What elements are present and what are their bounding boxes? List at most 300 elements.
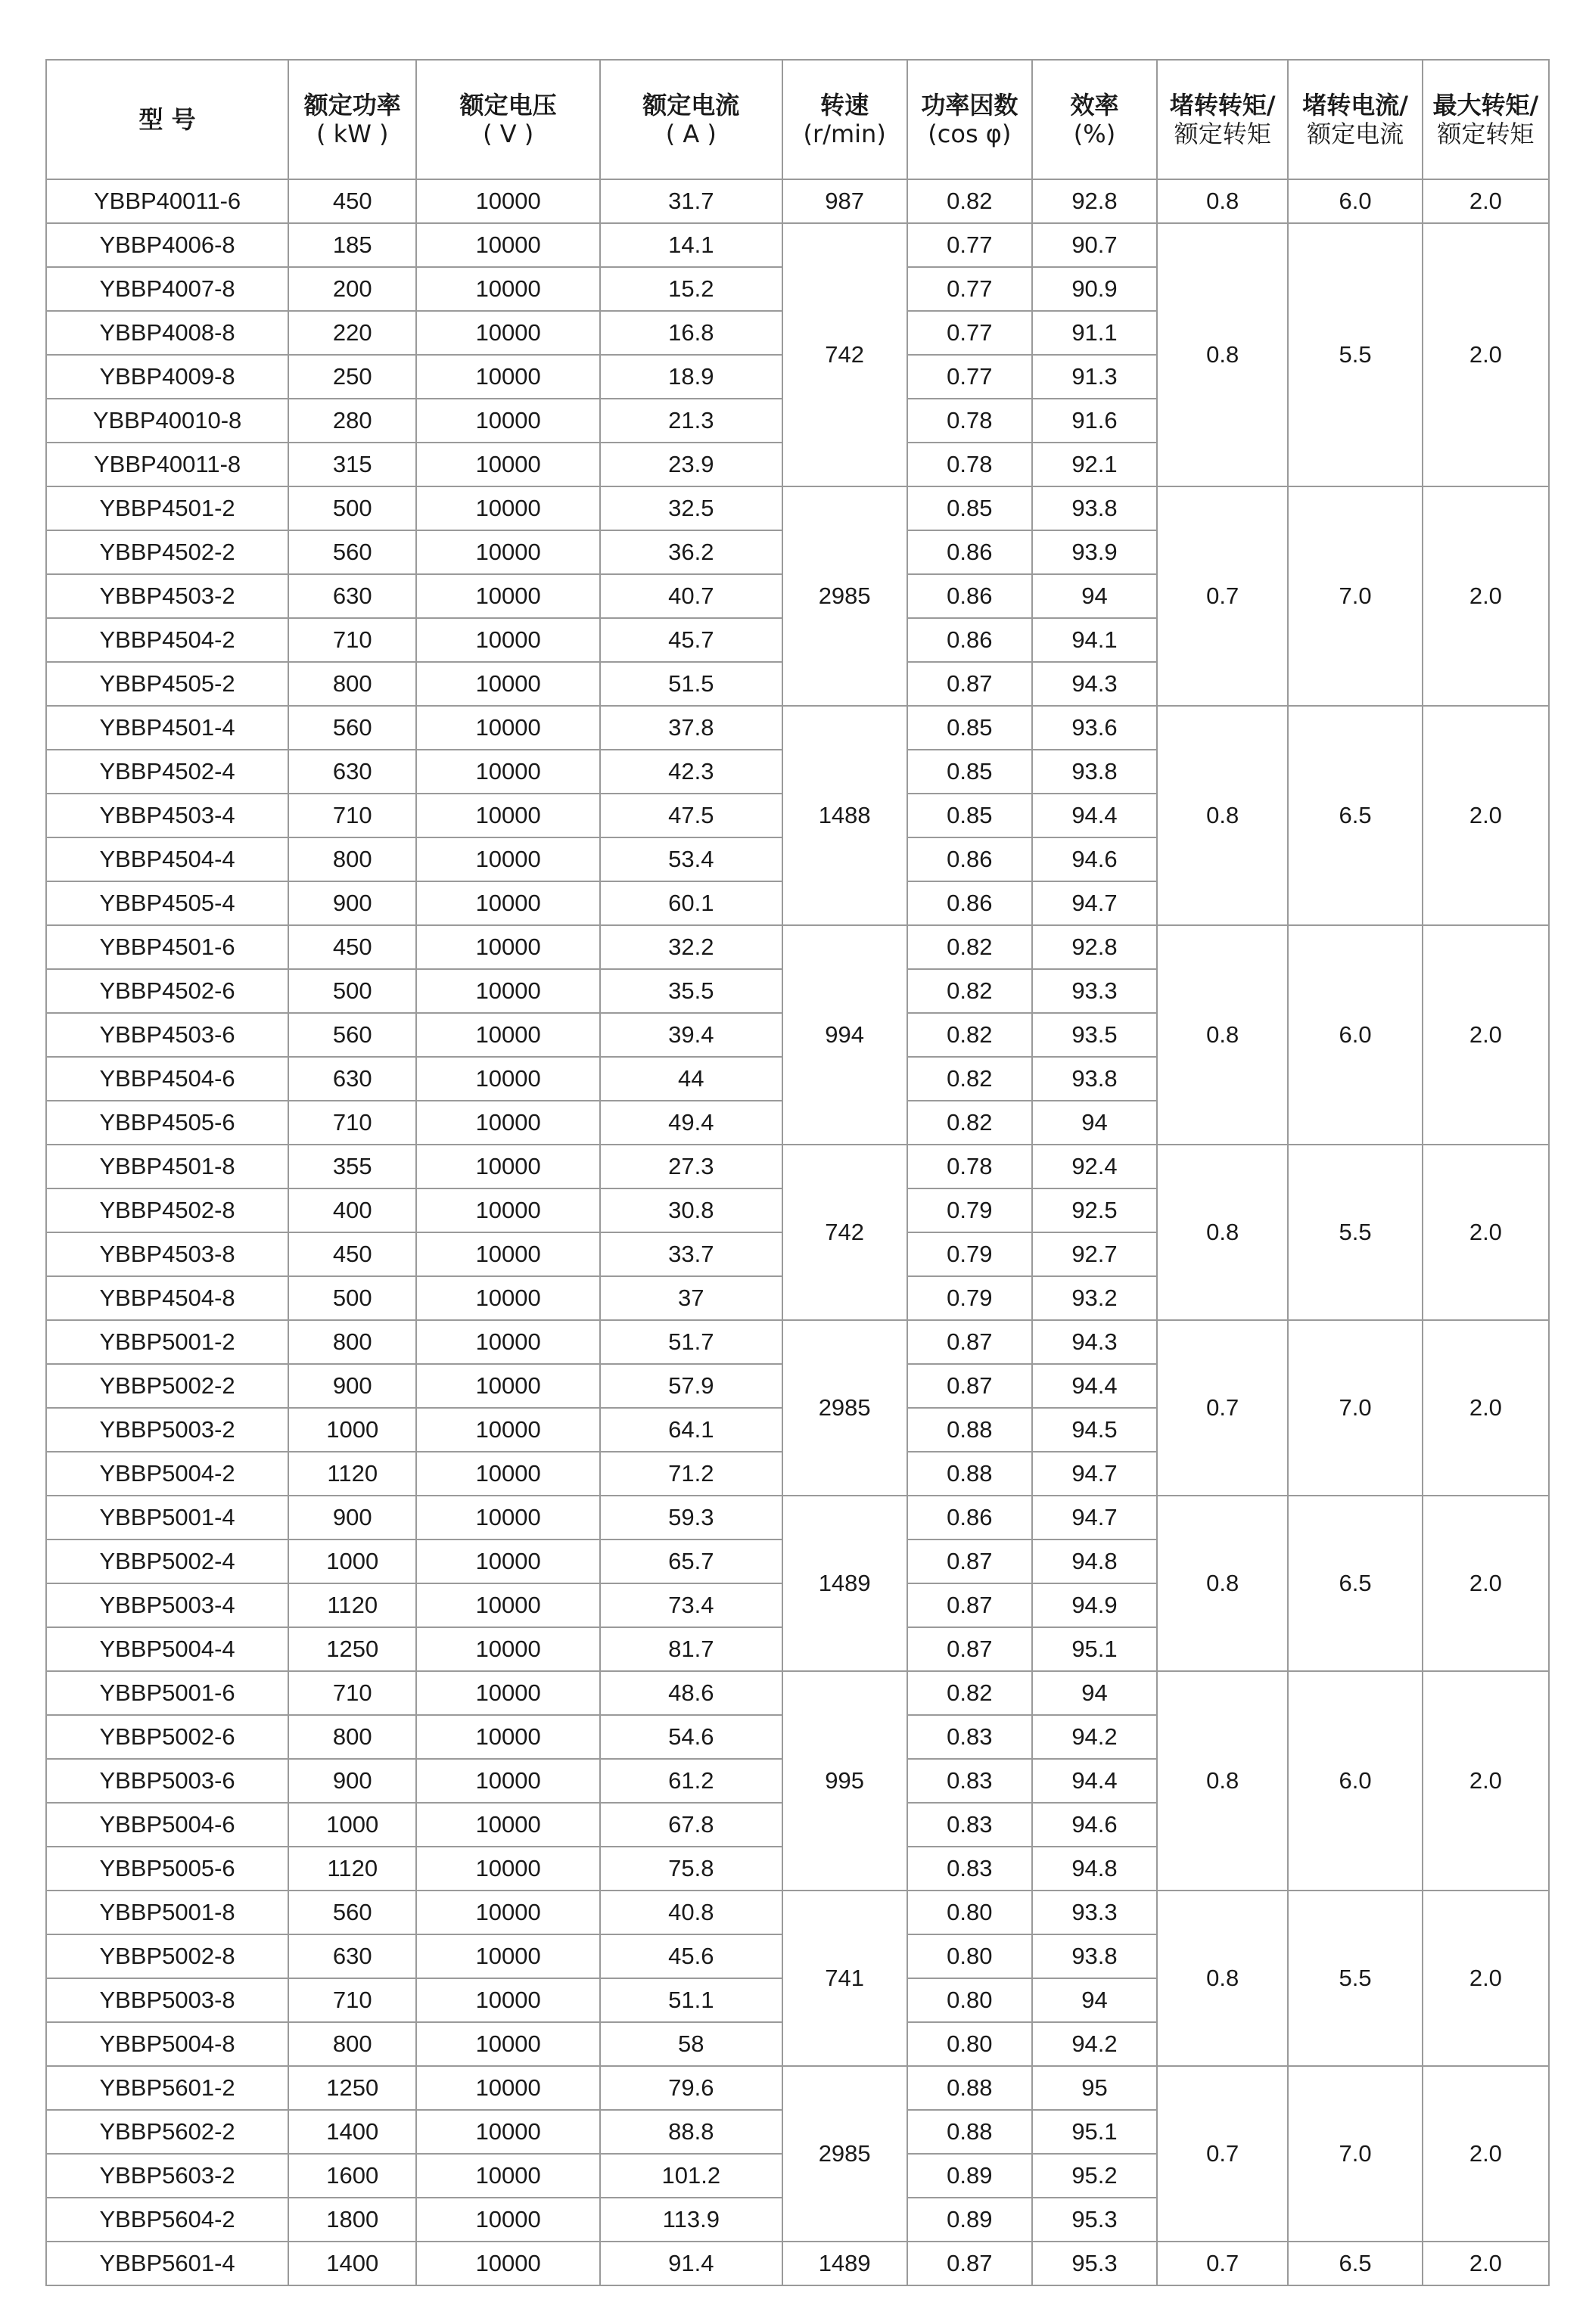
power-factor-cell: 0.83 <box>907 1759 1032 1803</box>
efficiency-cell: 94.8 <box>1032 1539 1157 1583</box>
power-cell: 710 <box>288 794 416 837</box>
efficiency-cell: 92.4 <box>1032 1145 1157 1188</box>
table-row <box>46 223 1549 267</box>
power-cell: 800 <box>288 2022 416 2066</box>
header-line: 功率因数 <box>921 91 1018 120</box>
model-cell: YBBP40010-8 <box>46 399 288 443</box>
power-factor-cell: 0.82 <box>907 1671 1032 1715</box>
current-cell: 37 <box>600 1276 782 1320</box>
efficiency-cell: 94.3 <box>1032 1320 1157 1364</box>
model-cell: YBBP4505-6 <box>46 1101 288 1145</box>
locked-current-ratio-cell: 7.0 <box>1288 1320 1422 1496</box>
efficiency-cell: 95 <box>1032 2066 1157 2110</box>
current-cell: 59.3 <box>600 1496 782 1539</box>
voltage-cell: 10000 <box>416 399 600 443</box>
power-cell: 1250 <box>288 2066 416 2110</box>
efficiency-cell: 95.3 <box>1032 2242 1157 2285</box>
model-cell: YBBP4501-6 <box>46 925 288 969</box>
locked-current-ratio-cell: 6.5 <box>1288 706 1422 925</box>
current-cell: 65.7 <box>600 1539 782 1583</box>
efficiency-cell: 93.3 <box>1032 969 1157 1013</box>
efficiency-cell: 94 <box>1032 574 1157 618</box>
power-cell: 800 <box>288 1320 416 1364</box>
model-cell: YBBP4505-4 <box>46 881 288 925</box>
locked-torque-ratio-cell: 0.8 <box>1157 1145 1288 1320</box>
power-factor-cell: 0.79 <box>907 1188 1032 1232</box>
current-cell: 30.8 <box>600 1188 782 1232</box>
header-line: ( V ) <box>483 120 534 148</box>
power-cell: 280 <box>288 399 416 443</box>
current-cell: 32.5 <box>600 486 782 530</box>
power-cell: 1600 <box>288 2154 416 2198</box>
current-cell: 61.2 <box>600 1759 782 1803</box>
table-row <box>46 1671 1549 1715</box>
table-row <box>46 179 1549 223</box>
current-cell: 58 <box>600 2022 782 2066</box>
current-cell: 57.9 <box>600 1364 782 1408</box>
max-torque-ratio-cell: 2.0 <box>1423 2066 1549 2242</box>
voltage-cell: 10000 <box>416 1759 600 1803</box>
locked-torque-ratio-cell: 0.8 <box>1157 1496 1288 1671</box>
header-power-factor <box>907 60 1032 179</box>
efficiency-cell: 93.8 <box>1032 1934 1157 1978</box>
power-cell: 1120 <box>288 1847 416 1891</box>
power-factor-cell: 0.86 <box>907 1496 1032 1539</box>
efficiency-cell: 92.8 <box>1032 179 1157 223</box>
locked-current-ratio-cell: 6.0 <box>1288 1671 1422 1891</box>
voltage-cell: 10000 <box>416 2110 600 2154</box>
current-cell: 54.6 <box>600 1715 782 1759</box>
current-cell: 67.8 <box>600 1803 782 1847</box>
max-torque-ratio-cell: 2.0 <box>1423 1671 1549 1891</box>
voltage-cell: 10000 <box>416 1145 600 1188</box>
power-factor-cell: 0.79 <box>907 1276 1032 1320</box>
header-rated-power <box>288 60 416 179</box>
current-cell: 47.5 <box>600 794 782 837</box>
power-cell: 560 <box>288 530 416 574</box>
locked-current-ratio-cell: 5.5 <box>1288 1145 1422 1320</box>
power-cell: 800 <box>288 837 416 881</box>
model-cell: YBBP5602-2 <box>46 2110 288 2154</box>
max-torque-ratio-cell: 2.0 <box>1423 706 1549 925</box>
header-line: ( A ) <box>665 120 717 148</box>
header-line: 额定电流 <box>642 91 740 120</box>
speed-cell: 1488 <box>782 706 907 925</box>
voltage-cell: 10000 <box>416 1188 600 1232</box>
current-cell: 31.7 <box>600 179 782 223</box>
model-cell: YBBP5002-2 <box>46 1364 288 1408</box>
header-line: 最大转矩/ <box>1432 91 1539 120</box>
voltage-cell: 10000 <box>416 443 600 486</box>
header-line: 额定电压 <box>459 91 557 120</box>
power-factor-cell: 0.83 <box>907 1847 1032 1891</box>
efficiency-cell: 92.7 <box>1032 1232 1157 1276</box>
efficiency-cell: 94 <box>1032 1101 1157 1145</box>
efficiency-cell: 93.6 <box>1032 706 1157 750</box>
power-cell: 185 <box>288 223 416 267</box>
power-factor-cell: 0.88 <box>907 2110 1032 2154</box>
current-cell: 49.4 <box>600 1101 782 1145</box>
power-factor-cell: 0.82 <box>907 1101 1032 1145</box>
power-cell: 710 <box>288 1671 416 1715</box>
header-line: 额定转矩 <box>1437 120 1535 148</box>
model-cell: YBBP5001-2 <box>46 1320 288 1364</box>
power-factor-cell: 0.87 <box>907 2242 1032 2285</box>
power-factor-cell: 0.87 <box>907 1539 1032 1583</box>
model-cell: YBBP5004-8 <box>46 2022 288 2066</box>
voltage-cell: 10000 <box>416 969 600 1013</box>
voltage-cell: 10000 <box>416 1408 600 1452</box>
power-cell: 560 <box>288 706 416 750</box>
efficiency-cell: 94.8 <box>1032 1847 1157 1891</box>
voltage-cell: 10000 <box>416 2022 600 2066</box>
efficiency-cell: 95.2 <box>1032 2154 1157 2198</box>
power-factor-cell: 0.88 <box>907 1452 1032 1496</box>
power-cell: 1400 <box>288 2110 416 2154</box>
power-cell: 220 <box>288 311 416 355</box>
power-factor-cell: 0.87 <box>907 1627 1032 1671</box>
locked-torque-ratio-cell: 0.7 <box>1157 1320 1288 1496</box>
voltage-cell: 10000 <box>416 1232 600 1276</box>
efficiency-cell: 94.1 <box>1032 618 1157 662</box>
current-cell: 75.8 <box>600 1847 782 1891</box>
voltage-cell: 10000 <box>416 1013 600 1057</box>
power-factor-cell: 0.86 <box>907 837 1032 881</box>
efficiency-cell: 92.1 <box>1032 443 1157 486</box>
model-cell: YBBP5003-4 <box>46 1583 288 1627</box>
current-cell: 27.3 <box>600 1145 782 1188</box>
current-cell: 23.9 <box>600 443 782 486</box>
efficiency-cell: 94.9 <box>1032 1583 1157 1627</box>
voltage-cell: 10000 <box>416 1627 600 1671</box>
power-factor-cell: 0.88 <box>907 2066 1032 2110</box>
voltage-cell: 10000 <box>416 1583 600 1627</box>
voltage-cell: 10000 <box>416 618 600 662</box>
efficiency-cell: 91.3 <box>1032 355 1157 399</box>
model-cell: YBBP5001-8 <box>46 1891 288 1934</box>
model-cell: YBBP4503-6 <box>46 1013 288 1057</box>
power-cell: 630 <box>288 750 416 794</box>
power-factor-cell: 0.89 <box>907 2154 1032 2198</box>
efficiency-cell: 94.6 <box>1032 837 1157 881</box>
model-cell: YBBP4009-8 <box>46 355 288 399</box>
current-cell: 33.7 <box>600 1232 782 1276</box>
model-cell: YBBP4502-4 <box>46 750 288 794</box>
locked-torque-ratio-cell: 0.8 <box>1157 1891 1288 2066</box>
power-cell: 1120 <box>288 1583 416 1627</box>
current-cell: 21.3 <box>600 399 782 443</box>
voltage-cell: 10000 <box>416 1847 600 1891</box>
speed-cell: 742 <box>782 1145 907 1320</box>
table-row <box>46 1891 1549 1934</box>
voltage-cell: 10000 <box>416 1364 600 1408</box>
efficiency-cell: 93.2 <box>1032 1276 1157 1320</box>
power-cell: 1000 <box>288 1539 416 1583</box>
power-cell: 1250 <box>288 1627 416 1671</box>
current-cell: 51.1 <box>600 1978 782 2022</box>
current-cell: 37.8 <box>600 706 782 750</box>
table-row <box>46 2066 1549 2110</box>
header-rated-current <box>600 60 782 179</box>
power-cell: 1000 <box>288 1408 416 1452</box>
efficiency-cell: 94.6 <box>1032 1803 1157 1847</box>
max-torque-ratio-cell: 2.0 <box>1423 223 1549 486</box>
efficiency-cell: 93.8 <box>1032 486 1157 530</box>
model-cell: YBBP4503-2 <box>46 574 288 618</box>
model-cell: YBBP4502-2 <box>46 530 288 574</box>
model-cell: YBBP4502-8 <box>46 1188 288 1232</box>
model-cell: YBBP4501-2 <box>46 486 288 530</box>
max-torque-ratio-cell: 2.0 <box>1423 1145 1549 1320</box>
voltage-cell: 10000 <box>416 2154 600 2198</box>
model-cell: YBBP4502-6 <box>46 969 288 1013</box>
efficiency-cell: 94 <box>1032 1671 1157 1715</box>
power-cell: 355 <box>288 1145 416 1188</box>
power-factor-cell: 0.80 <box>907 1891 1032 1934</box>
efficiency-cell: 94.7 <box>1032 1496 1157 1539</box>
model-cell: YBBP5004-4 <box>46 1627 288 1671</box>
voltage-cell: 10000 <box>416 1671 600 1715</box>
power-factor-cell: 0.87 <box>907 1320 1032 1364</box>
speed-cell: 2985 <box>782 2066 907 2242</box>
power-factor-cell: 0.77 <box>907 223 1032 267</box>
power-factor-cell: 0.80 <box>907 2022 1032 2066</box>
locked-current-ratio-cell: 6.5 <box>1288 1496 1422 1671</box>
power-factor-cell: 0.85 <box>907 794 1032 837</box>
locked-torque-ratio-cell: 0.8 <box>1157 706 1288 925</box>
header-locked-current-ratio <box>1288 60 1422 179</box>
voltage-cell: 10000 <box>416 925 600 969</box>
model-cell: YBBP5001-6 <box>46 1671 288 1715</box>
header-line: 堵转电流/ <box>1302 91 1408 120</box>
efficiency-cell: 90.9 <box>1032 267 1157 311</box>
header-speed <box>782 60 907 179</box>
speed-cell: 1489 <box>782 1496 907 1671</box>
voltage-cell: 10000 <box>416 1101 600 1145</box>
max-torque-ratio-cell: 2.0 <box>1423 2242 1549 2285</box>
locked-current-ratio-cell: 5.5 <box>1288 223 1422 486</box>
efficiency-cell: 94.7 <box>1032 1452 1157 1496</box>
power-factor-cell: 0.82 <box>907 969 1032 1013</box>
voltage-cell: 10000 <box>416 662 600 706</box>
current-cell: 51.5 <box>600 662 782 706</box>
header-rated-voltage <box>416 60 600 179</box>
power-cell: 710 <box>288 1101 416 1145</box>
power-factor-cell: 0.86 <box>907 530 1032 574</box>
max-torque-ratio-cell: 2.0 <box>1423 925 1549 1145</box>
header-line: 堵转转矩/ <box>1169 91 1276 120</box>
speed-cell: 742 <box>782 223 907 486</box>
power-cell: 1120 <box>288 1452 416 1496</box>
power-cell: 450 <box>288 925 416 969</box>
model-cell: YBBP5001-4 <box>46 1496 288 1539</box>
voltage-cell: 10000 <box>416 837 600 881</box>
voltage-cell: 10000 <box>416 267 600 311</box>
voltage-cell: 10000 <box>416 881 600 925</box>
power-cell: 710 <box>288 1978 416 2022</box>
power-factor-cell: 0.82 <box>907 179 1032 223</box>
header-locked-torque-ratio <box>1157 60 1288 179</box>
model-cell: YBBP5002-6 <box>46 1715 288 1759</box>
voltage-cell: 10000 <box>416 355 600 399</box>
efficiency-cell: 93.3 <box>1032 1891 1157 1934</box>
current-cell: 48.6 <box>600 1671 782 1715</box>
efficiency-cell: 94.2 <box>1032 1715 1157 1759</box>
efficiency-cell: 94.7 <box>1032 881 1157 925</box>
voltage-cell: 10000 <box>416 750 600 794</box>
power-cell: 1400 <box>288 2242 416 2285</box>
voltage-cell: 10000 <box>416 486 600 530</box>
voltage-cell: 10000 <box>416 706 600 750</box>
table-body <box>46 179 1549 2285</box>
efficiency-cell: 93.8 <box>1032 750 1157 794</box>
power-factor-cell: 0.79 <box>907 1232 1032 1276</box>
model-cell: YBBP4504-2 <box>46 618 288 662</box>
power-factor-cell: 0.88 <box>907 1408 1032 1452</box>
model-cell: YBBP4503-8 <box>46 1232 288 1276</box>
power-cell: 500 <box>288 969 416 1013</box>
power-cell: 630 <box>288 1934 416 1978</box>
speed-cell: 741 <box>782 1891 907 2066</box>
voltage-cell: 10000 <box>416 2066 600 2110</box>
speed-cell: 2985 <box>782 486 907 706</box>
max-torque-ratio-cell: 2.0 <box>1423 1891 1549 2066</box>
voltage-cell: 10000 <box>416 1715 600 1759</box>
voltage-cell: 10000 <box>416 1496 600 1539</box>
model-cell: YBBP4504-4 <box>46 837 288 881</box>
voltage-cell: 10000 <box>416 223 600 267</box>
current-cell: 101.2 <box>600 2154 782 2198</box>
power-cell: 900 <box>288 1364 416 1408</box>
table-header-row <box>46 60 1549 179</box>
power-cell: 400 <box>288 1188 416 1232</box>
locked-current-ratio-cell: 6.0 <box>1288 179 1422 223</box>
power-cell: 630 <box>288 574 416 618</box>
voltage-cell: 10000 <box>416 1276 600 1320</box>
voltage-cell: 10000 <box>416 311 600 355</box>
max-torque-ratio-cell: 2.0 <box>1423 486 1549 706</box>
voltage-cell: 10000 <box>416 1539 600 1583</box>
power-cell: 630 <box>288 1057 416 1101</box>
voltage-cell: 10000 <box>416 1452 600 1496</box>
efficiency-cell: 90.7 <box>1032 223 1157 267</box>
power-factor-cell: 0.85 <box>907 750 1032 794</box>
power-factor-cell: 0.89 <box>907 2198 1032 2242</box>
header-line: 额定电流 <box>1307 120 1404 148</box>
current-cell: 81.7 <box>600 1627 782 1671</box>
efficiency-cell: 94.4 <box>1032 1759 1157 1803</box>
current-cell: 73.4 <box>600 1583 782 1627</box>
power-cell: 900 <box>288 1496 416 1539</box>
model-cell: YBBP40011-6 <box>46 179 288 223</box>
locked-torque-ratio-cell: 0.8 <box>1157 1671 1288 1891</box>
header-line: 转速 <box>820 91 869 120</box>
model-cell: YBBP5601-4 <box>46 2242 288 2285</box>
efficiency-cell: 95.1 <box>1032 2110 1157 2154</box>
power-cell: 250 <box>288 355 416 399</box>
power-factor-cell: 0.82 <box>907 925 1032 969</box>
power-cell: 900 <box>288 1759 416 1803</box>
model-cell: YBBP4006-8 <box>46 223 288 267</box>
speed-cell: 2985 <box>782 1320 907 1496</box>
current-cell: 51.7 <box>600 1320 782 1364</box>
current-cell: 79.6 <box>600 2066 782 2110</box>
current-cell: 113.9 <box>600 2198 782 2242</box>
model-cell: YBBP40011-8 <box>46 443 288 486</box>
model-cell: YBBP5002-4 <box>46 1539 288 1583</box>
voltage-cell: 10000 <box>416 2242 600 2285</box>
power-factor-cell: 0.87 <box>907 662 1032 706</box>
power-factor-cell: 0.80 <box>907 1978 1032 2022</box>
power-factor-cell: 0.78 <box>907 443 1032 486</box>
model-cell: YBBP5002-8 <box>46 1934 288 1978</box>
current-cell: 88.8 <box>600 2110 782 2154</box>
voltage-cell: 10000 <box>416 1978 600 2022</box>
power-factor-cell: 0.77 <box>907 355 1032 399</box>
power-cell: 560 <box>288 1891 416 1934</box>
power-factor-cell: 0.85 <box>907 486 1032 530</box>
header-model <box>46 60 288 179</box>
power-cell: 800 <box>288 662 416 706</box>
locked-torque-ratio-cell: 0.8 <box>1157 925 1288 1145</box>
table-row <box>46 1145 1549 1188</box>
power-factor-cell: 0.86 <box>907 881 1032 925</box>
power-factor-cell: 0.83 <box>907 1803 1032 1847</box>
locked-current-ratio-cell: 5.5 <box>1288 1891 1422 2066</box>
header-line: (r/min) <box>803 120 886 148</box>
current-cell: 40.7 <box>600 574 782 618</box>
model-cell: YBBP4501-4 <box>46 706 288 750</box>
model-cell: YBBP5004-6 <box>46 1803 288 1847</box>
power-cell: 200 <box>288 267 416 311</box>
voltage-cell: 10000 <box>416 1891 600 1934</box>
current-cell: 14.1 <box>600 223 782 267</box>
power-factor-cell: 0.77 <box>907 267 1032 311</box>
model-cell: YBBP5604-2 <box>46 2198 288 2242</box>
header-line: 额定转矩 <box>1174 120 1271 148</box>
locked-current-ratio-cell: 7.0 <box>1288 2066 1422 2242</box>
current-cell: 39.4 <box>600 1013 782 1057</box>
efficiency-cell: 92.5 <box>1032 1188 1157 1232</box>
speed-cell: 987 <box>782 179 907 223</box>
header-efficiency <box>1032 60 1157 179</box>
power-cell: 800 <box>288 1715 416 1759</box>
power-factor-cell: 0.82 <box>907 1013 1032 1057</box>
table-row <box>46 2242 1549 2285</box>
efficiency-cell: 95.3 <box>1032 2198 1157 2242</box>
current-cell: 42.3 <box>600 750 782 794</box>
header-line: 型 号 <box>138 105 196 134</box>
current-cell: 40.8 <box>600 1891 782 1934</box>
current-cell: 32.2 <box>600 925 782 969</box>
efficiency-cell: 95.1 <box>1032 1627 1157 1671</box>
model-cell: YBBP5601-2 <box>46 2066 288 2110</box>
model-cell: YBBP5003-6 <box>46 1759 288 1803</box>
model-cell: YBBP4504-6 <box>46 1057 288 1101</box>
power-factor-cell: 0.78 <box>907 399 1032 443</box>
current-cell: 45.6 <box>600 1934 782 1978</box>
motor-spec-table <box>45 59 1550 2286</box>
speed-cell: 994 <box>782 925 907 1145</box>
voltage-cell: 10000 <box>416 1320 600 1364</box>
locked-torque-ratio-cell: 0.7 <box>1157 486 1288 706</box>
model-cell: YBBP5005-6 <box>46 1847 288 1891</box>
model-cell: YBBP5004-2 <box>46 1452 288 1496</box>
power-cell: 500 <box>288 486 416 530</box>
current-cell: 91.4 <box>600 2242 782 2285</box>
power-factor-cell: 0.86 <box>907 574 1032 618</box>
efficiency-cell: 92.8 <box>1032 925 1157 969</box>
